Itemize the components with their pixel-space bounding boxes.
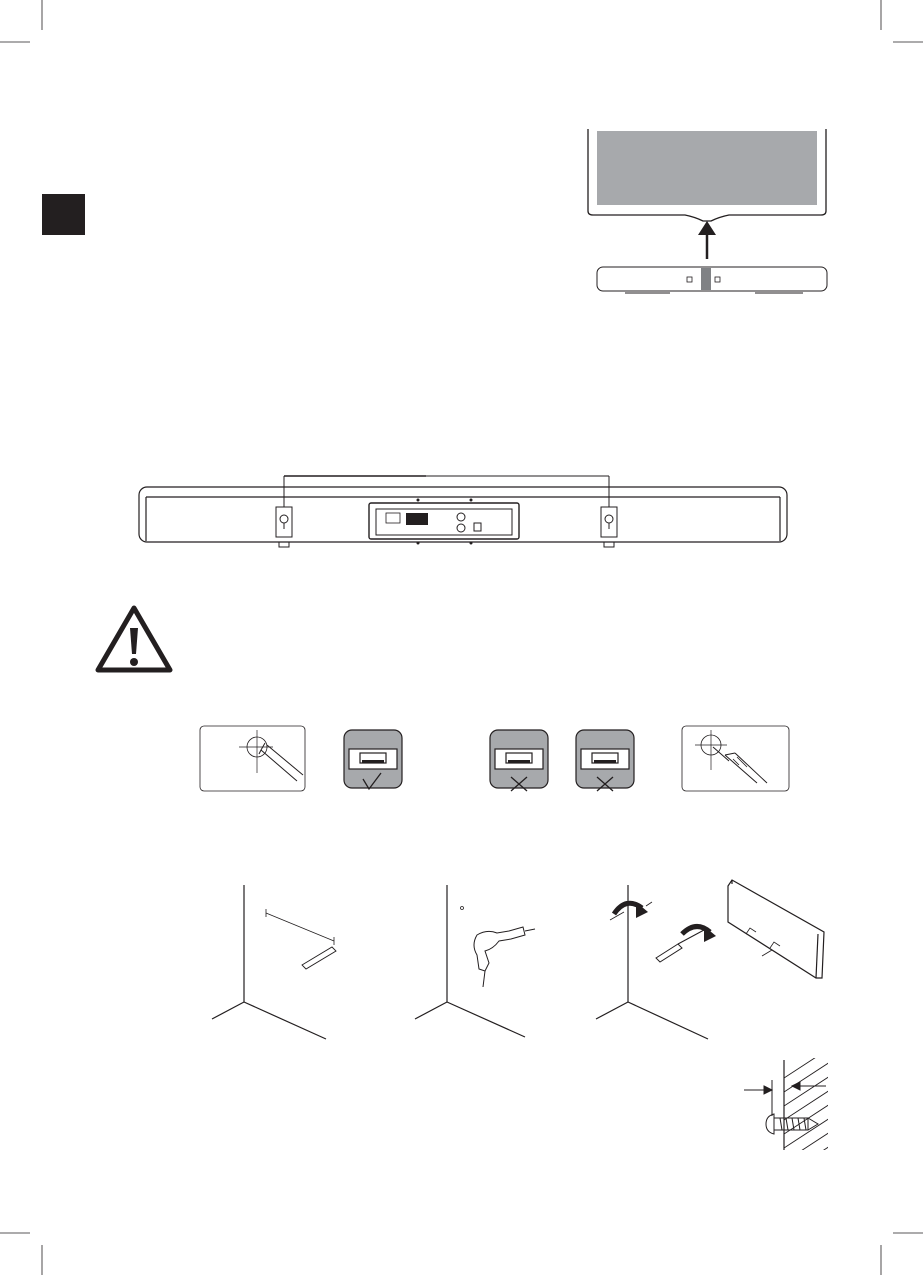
tv-and-soundbar-illustration [585,125,830,300]
soundbar-rear-illustration [136,473,791,558]
tv-illustration [588,129,826,221]
soundbar-front-illustration [597,267,827,293]
rotate-arrow-icon [614,902,648,918]
keyhole-mount-left [276,507,292,547]
level-wrong-right-illustration [575,729,637,791]
step-mark-wall-illustration [199,725,307,792]
screw-wall-detail-illustration [740,1058,830,1153]
wall-measure-illustration [210,883,335,1043]
warning-triangle-icon [96,604,176,674]
rear-connector-panel [369,499,519,545]
wall-drill-illustration [413,883,538,1043]
soundbar-on-wall [728,880,824,978]
level-wrong-left-illustration [489,729,551,791]
wall-screw-mount-illustration [596,878,836,1043]
keyhole-mount-right [601,507,617,547]
language-tab [42,194,85,235]
tv-screen [597,131,817,205]
soundbar-center-panel [701,268,711,290]
step-drill-illustration [681,725,791,792]
up-arrow-icon [698,221,716,259]
level-correct-illustration [343,729,405,791]
